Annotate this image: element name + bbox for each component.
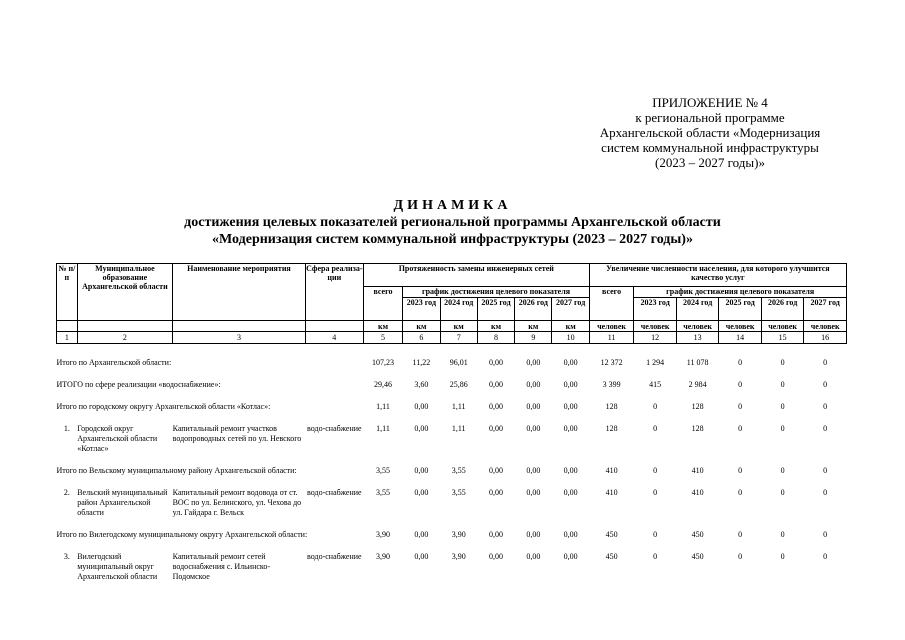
value-cell: 410 — [605, 488, 618, 497]
value-cell: 128 — [605, 402, 618, 411]
value-cell: 0,00 — [489, 424, 503, 433]
value-cell: 3,90 — [376, 552, 391, 561]
value-cell: 0 — [653, 402, 658, 411]
value-cell: 0 — [823, 488, 828, 497]
appendix-line: (2023 – 2027 годы)» — [655, 155, 765, 170]
value-cell: 410 — [605, 466, 618, 475]
value-cell: 0,00 — [489, 380, 503, 389]
unit-km: км — [515, 321, 552, 332]
row-sphere: водо-снабжение — [307, 552, 362, 561]
value-cell: 29,46 — [374, 380, 393, 389]
value-cell: 3,55 — [451, 488, 466, 497]
value-cell: 0 — [823, 530, 828, 539]
value-cell: 128 — [691, 402, 704, 411]
total-row — [57, 526, 847, 548]
header-length-schedule: график достижения целевого показателя — [403, 287, 590, 298]
value-cell: 0,00 — [526, 424, 541, 433]
total-row — [57, 376, 847, 398]
header-group-length: Протяженность замены инженерных сетей — [363, 264, 589, 287]
value-cell: 0 — [653, 466, 658, 475]
table-row — [57, 484, 847, 526]
value-cell: 0,00 — [489, 358, 503, 367]
value-cell: 0,00 — [526, 530, 541, 539]
value-cell: 450 — [691, 530, 704, 539]
header-year: 2025 год — [477, 298, 514, 321]
value-cell: 0,00 — [489, 552, 503, 561]
value-cell: 0,00 — [414, 424, 429, 433]
header-population-total: всего — [589, 287, 634, 321]
title-main: ДИНАМИКА — [393, 198, 512, 213]
value-cell: 2 984 — [688, 380, 707, 389]
value-cell: 450 — [691, 552, 704, 561]
column-number: 13 — [676, 332, 719, 344]
row-event: Капитальный ремонт водовода от ст. ВОС по ул. Белинского, ул. Чехова до ул. Гайдара г. Вельск — [172, 488, 302, 517]
value-cell: 0,00 — [563, 488, 578, 497]
column-number: 9 — [515, 332, 552, 344]
value-cell: 0 — [780, 466, 785, 475]
value-cell: 0,00 — [489, 488, 503, 497]
unit-people: человек — [589, 321, 634, 332]
unit-km: км — [477, 321, 514, 332]
value-cell: 0,00 — [526, 552, 541, 561]
header-col-sphere: Сфера реализа-ции — [305, 264, 363, 321]
value-cell: 1 294 — [646, 358, 665, 367]
unit-people: человек — [634, 321, 677, 332]
unit-people: человек — [719, 321, 762, 332]
value-cell: 3,55 — [451, 466, 466, 475]
value-cell: 0 — [823, 380, 828, 389]
value-cell: 1,11 — [451, 402, 466, 411]
value-cell: 450 — [605, 530, 618, 539]
row-municipality: Вилегодский муниципальный округ Архангельской области — [77, 552, 158, 581]
document-title — [0, 197, 905, 248]
unit-people: человек — [804, 321, 847, 332]
value-cell: 0 — [738, 424, 743, 433]
value-cell: 0,00 — [414, 552, 429, 561]
value-cell: 0,00 — [563, 358, 578, 367]
title-subtitle-1: достижения целевых показателей региональной программы Архангельской области — [184, 215, 721, 230]
unit-km: км — [440, 321, 477, 332]
value-cell: 107,23 — [372, 358, 395, 367]
total-label: ИТОГО по сфере реализации «водоснабжение»: — [56, 380, 221, 389]
value-cell: 0,00 — [563, 402, 578, 411]
header-year: 2025 год — [719, 298, 762, 321]
value-cell: 0 — [780, 530, 785, 539]
value-cell: 0 — [780, 402, 785, 411]
value-cell: 96,01 — [449, 358, 468, 367]
column-number: 2 — [77, 332, 172, 344]
header-length-total: всего — [363, 287, 402, 321]
row-event: Капитальный ремонт сетей водоснабжения с. Ильинско-Подомское — [172, 552, 271, 581]
header-year: 2023 год — [403, 298, 440, 321]
row-index: 3. — [63, 552, 70, 561]
total-label: Итого по Вельскому муниципальному району Архангельской области: — [56, 466, 297, 475]
value-cell: 0 — [738, 380, 743, 389]
value-cell: 0 — [653, 424, 658, 433]
column-number: 16 — [804, 332, 847, 344]
value-cell: 0,00 — [489, 466, 503, 475]
indicators-table — [56, 263, 847, 590]
table-header — [57, 264, 847, 344]
total-label: Итого по Вилегодскому муниципальному округу Архангельской области: — [56, 530, 308, 539]
value-cell: 0 — [780, 552, 785, 561]
header-year: 2027 год — [552, 298, 589, 321]
unit-km: км — [363, 321, 402, 332]
value-cell: 0 — [823, 358, 828, 367]
value-cell: 3,55 — [376, 488, 391, 497]
column-number: 6 — [403, 332, 440, 344]
row-sphere: водо-снабжение — [307, 424, 362, 433]
value-cell: 12 372 — [600, 358, 623, 367]
appendix-line: к региональной программе — [635, 110, 785, 125]
value-cell: 3,90 — [451, 552, 466, 561]
value-cell: 0 — [738, 466, 743, 475]
value-cell: 0,00 — [563, 380, 578, 389]
value-cell: 0,00 — [489, 530, 503, 539]
value-cell: 0 — [823, 424, 828, 433]
value-cell: 3 399 — [602, 380, 621, 389]
value-cell: 0 — [780, 488, 785, 497]
value-cell: 0,00 — [563, 424, 578, 433]
total-row — [57, 398, 847, 420]
value-cell: 450 — [605, 552, 618, 561]
table-row — [57, 548, 847, 590]
column-number: 12 — [634, 332, 677, 344]
value-cell: 0 — [653, 552, 658, 561]
value-cell: 0,00 — [563, 552, 578, 561]
row-municipality: Вельский муниципальный район Архангельской области — [77, 488, 168, 517]
row-sphere: водо-снабжение — [307, 488, 362, 497]
header-year: 2027 год — [804, 298, 847, 321]
title-subtitle-2: «Модернизация систем коммунальной инфраструктуры (2023 – 2027 годы)» — [212, 232, 693, 247]
value-cell: 0 — [780, 424, 785, 433]
column-number: 5 — [363, 332, 402, 344]
column-number: 4 — [305, 332, 363, 344]
value-cell: 410 — [691, 488, 704, 497]
header-year: 2026 год — [761, 298, 804, 321]
appendix-line: систем коммунальной инфраструктуры — [601, 140, 819, 155]
column-number: 7 — [440, 332, 477, 344]
value-cell: 3,55 — [376, 466, 391, 475]
header-year: 2023 год — [634, 298, 677, 321]
value-cell: 3,90 — [376, 530, 391, 539]
total-row — [57, 354, 847, 376]
table-body — [57, 344, 847, 591]
header-year: 2024 год — [676, 298, 719, 321]
value-cell: 128 — [605, 424, 618, 433]
table-row — [57, 420, 847, 462]
header-year: 2026 год — [515, 298, 552, 321]
value-cell: 0,00 — [526, 402, 541, 411]
value-cell: 0,00 — [563, 530, 578, 539]
header-population-schedule: график достижения целевого показателя — [634, 287, 847, 298]
value-cell: 415 — [649, 380, 662, 389]
column-number: 3 — [173, 332, 306, 344]
appendix-line: ПРИЛОЖЕНИЕ № 4 — [652, 95, 768, 110]
header-col-event: Наименование мероприятия — [173, 264, 306, 321]
total-label: Итого по городскому округу Архангельской области «Котлас»: — [56, 402, 271, 411]
column-number: 15 — [761, 332, 804, 344]
value-cell: 0 — [738, 552, 743, 561]
appendix-line: Архангельской области «Модернизация — [599, 125, 821, 140]
value-cell: 0,00 — [526, 466, 541, 475]
value-cell: 1,11 — [376, 424, 390, 433]
value-cell: 0,00 — [414, 488, 429, 497]
unit-km: км — [403, 321, 440, 332]
value-cell: 1,11 — [376, 402, 390, 411]
value-cell: 25,86 — [449, 380, 468, 389]
total-label: Итого по Архангельской области: — [56, 358, 172, 367]
row-event: Капитальный ремонт участков водопроводных сетей по ул. Невского — [172, 424, 302, 443]
value-cell: 0 — [823, 402, 828, 411]
row-municipality: Городской округ Архангельской области «Котлас» — [77, 424, 158, 453]
value-cell: 0,00 — [563, 466, 578, 475]
total-row — [57, 462, 847, 484]
value-cell: 0,00 — [489, 402, 503, 411]
value-cell: 0 — [738, 488, 743, 497]
value-cell: 0,00 — [526, 358, 541, 367]
value-cell: 0 — [653, 530, 658, 539]
column-number: 1 — [57, 332, 78, 344]
value-cell: 0 — [738, 358, 743, 367]
row-index: 1. — [63, 424, 70, 433]
value-cell: 1,11 — [451, 424, 466, 433]
value-cell: 0 — [738, 530, 743, 539]
value-cell: 410 — [691, 466, 704, 475]
value-cell: 0,00 — [526, 380, 541, 389]
value-cell: 11,22 — [412, 358, 431, 367]
header-group-population: Увеличение численности населения, для которого улучшится качество услуг — [589, 264, 846, 287]
value-cell: 0 — [780, 358, 785, 367]
value-cell: 0,00 — [526, 488, 541, 497]
column-number: 10 — [552, 332, 589, 344]
value-cell: 0,00 — [414, 466, 429, 475]
value-cell: 0 — [823, 466, 828, 475]
unit-km: км — [552, 321, 589, 332]
value-cell: 128 — [691, 424, 704, 433]
value-cell: 0 — [738, 402, 743, 411]
value-cell: 0 — [653, 488, 658, 497]
value-cell: 0,00 — [414, 402, 429, 411]
value-cell: 0 — [823, 552, 828, 561]
value-cell: 0 — [780, 380, 785, 389]
header-col-municipality: Муниципальное образование Архангельской области — [77, 264, 172, 321]
unit-people: человек — [761, 321, 804, 332]
value-cell: 3,90 — [451, 530, 466, 539]
column-number: 8 — [477, 332, 514, 344]
unit-people: человек — [676, 321, 719, 332]
column-number: 14 — [719, 332, 762, 344]
value-cell: 11 078 — [686, 358, 709, 367]
row-index: 2. — [63, 488, 70, 497]
value-cell: 0,00 — [414, 530, 429, 539]
header-col-num: № п/п — [57, 264, 78, 321]
appendix-header — [560, 95, 860, 170]
header-year: 2024 год — [440, 298, 477, 321]
value-cell: 3,60 — [414, 380, 429, 389]
column-number: 11 — [589, 332, 634, 344]
